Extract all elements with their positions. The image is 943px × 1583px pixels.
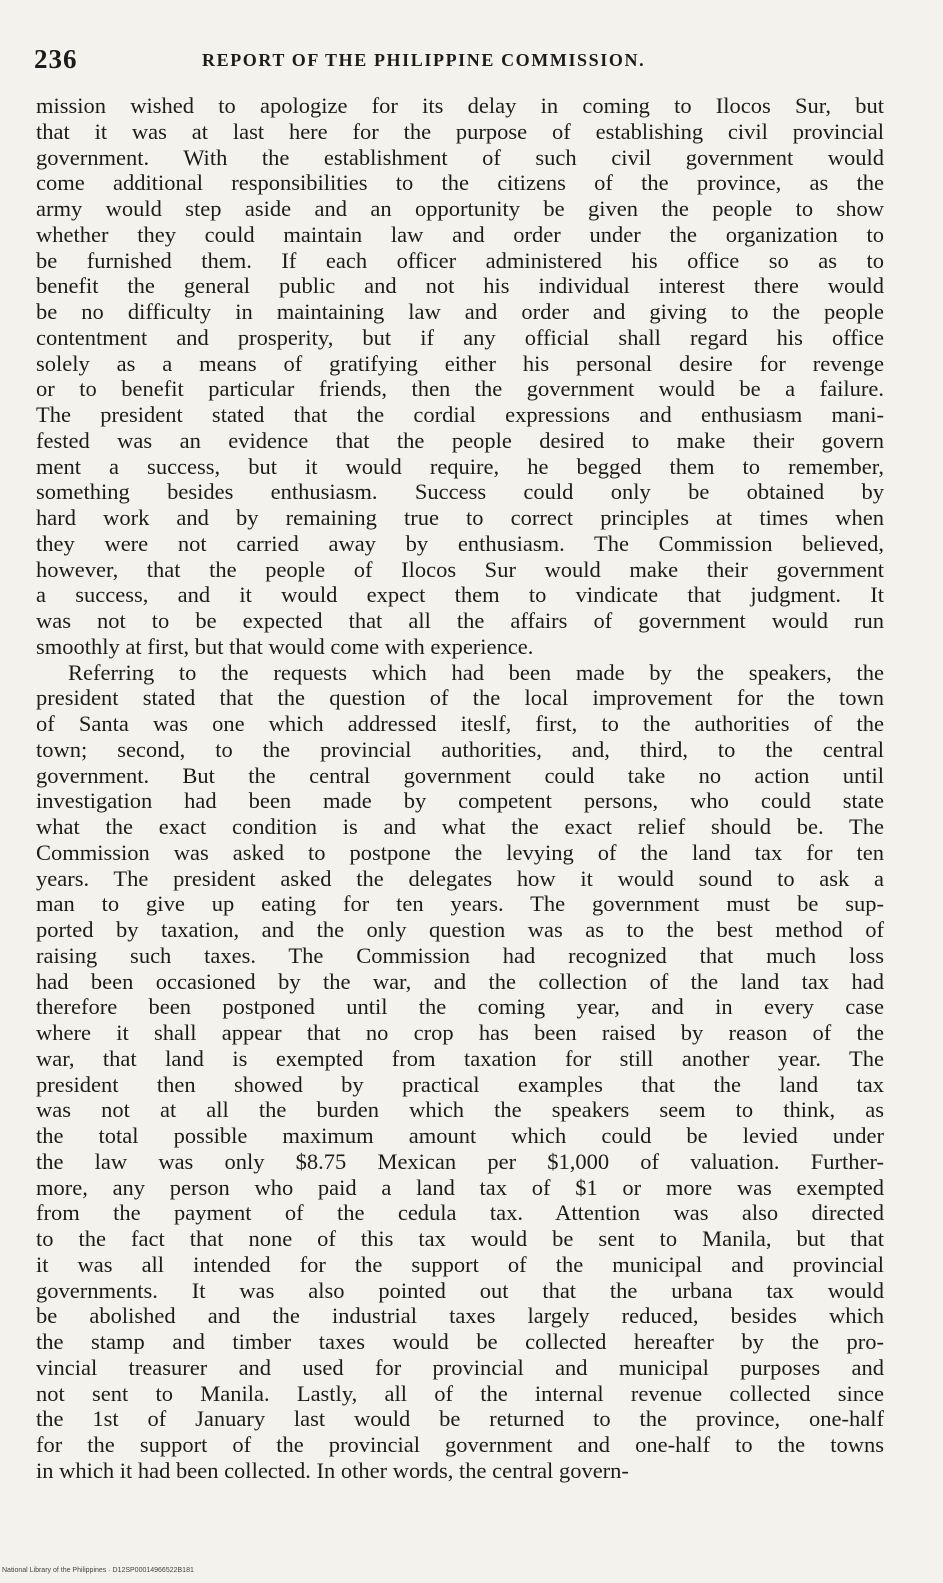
text-line: the law was only $8.75 Mexican per $1,000 of valuation. Further- bbox=[36, 1148, 884, 1174]
page-number: 236 bbox=[34, 44, 78, 74]
text-line: smoothly at first, but that would come with experience. bbox=[36, 633, 534, 659]
text-line: where it shall appear that no crop has been raised by reason of the bbox=[36, 1020, 884, 1045]
text-line: president then showed by practical examples that the land tax bbox=[36, 1071, 884, 1097]
text-line: it was all intended for the support of the municipal and provincial bbox=[36, 1251, 884, 1277]
text-line: contentment and prosperity, but if any official shall regard his office bbox=[36, 324, 884, 350]
text-line: vincial treasurer and used for provincial and municipal purposes and bbox=[36, 1354, 884, 1380]
text-line: investigation had been made by competent persons, who could state bbox=[36, 788, 884, 814]
text-line: The president stated that the cordial expressions and enthusiasm mani- bbox=[36, 402, 884, 427]
text-line: president stated that the question of the local improvement for the town bbox=[36, 685, 884, 711]
text-line: raising such taxes. The Commission had recognized that much loss bbox=[36, 942, 884, 968]
text-line: government. But the central government could take no action until bbox=[36, 762, 884, 788]
text-line: in which it had been collected. In other words, the central govern- bbox=[36, 1457, 629, 1483]
text-line: something besides enthusiasm. Success could only be obtained by bbox=[36, 479, 884, 505]
text-line: or to benefit particular friends, then the government would be a failure. bbox=[36, 376, 884, 402]
text-line: ment a success, but it would require, he begged them to remember, bbox=[36, 453, 884, 479]
text-line: Commission was asked to postpone the levying of the land tax for ten bbox=[36, 839, 884, 865]
text-line: to the fact that none of this tax would be sent to Manila, but that bbox=[36, 1226, 884, 1251]
running-title: REPORT OF THE PHILIPPINE COMMISSION. bbox=[202, 50, 646, 70]
body-text bbox=[36, 93, 884, 1484]
text-line: the stamp and timber taxes would be collected hereafter by the pro- bbox=[36, 1329, 884, 1354]
text-line: the total possible maximum amount which could be levied under bbox=[36, 1123, 884, 1148]
text-line: what the exact condition is and what the exact relief should be. The bbox=[36, 814, 884, 839]
text-line: for the support of the provincial government and one-half to the towns bbox=[36, 1432, 884, 1457]
text-line: was not at all the burden which the speakers seem to think, as bbox=[36, 1097, 884, 1123]
text-line: had been occasioned by the war, and the collection of the land tax had bbox=[36, 968, 884, 994]
text-line: hard work and by remaining true to correct principles at times when bbox=[36, 505, 884, 530]
running-head bbox=[34, 44, 900, 80]
text-line: war, that land is exempted from taxation for still another year. The bbox=[36, 1045, 884, 1071]
text-line: government. With the establishment of such civil government would bbox=[36, 144, 884, 170]
text-line: be no difficulty in maintaining law and order and giving to the people bbox=[36, 299, 884, 324]
paragraph bbox=[36, 93, 884, 660]
text-line: a success, and it would expect them to vindicate that judgment. It bbox=[36, 582, 884, 608]
text-line: benefit the general public and not his individual interest there would bbox=[36, 273, 884, 299]
text-line: army would step aside and an opportunity be given the people to show bbox=[36, 196, 884, 221]
text-line: was not to be expected that all the affairs of government would run bbox=[36, 608, 884, 633]
text-line: be abolished and the industrial taxes largely reduced, besides which bbox=[36, 1303, 884, 1329]
scan-credit: National Library of the Philippines · D12SP00014966522B181 bbox=[2, 1567, 194, 1574]
text-line: Referring to the requests which had been made by the speakers, the bbox=[68, 659, 884, 685]
text-line: governments. It was also pointed out that the urbana tax would bbox=[36, 1277, 884, 1303]
text-line: more, any person who paid a land tax of $1 or more was exempted bbox=[36, 1174, 884, 1200]
text-line: be furnished them. If each officer administered his office so as to bbox=[36, 247, 884, 273]
text-line: ported by taxation, and the only question was as to the best method of bbox=[36, 917, 884, 942]
text-line: whether they could maintain law and order under the organization to bbox=[36, 221, 884, 247]
text-line: fested was an evidence that the people desired to make their govern bbox=[36, 427, 884, 453]
text-line: that it was at last here for the purpose of establishing civil provincial bbox=[36, 118, 884, 144]
text-line: they were not carried away by enthusiasm. The Commission believed, bbox=[36, 530, 884, 556]
text-line: man to give up eating for ten years. The government must be sup- bbox=[36, 891, 884, 917]
text-line: mission wished to apologize for its delay in coming to Ilocos Sur, but bbox=[36, 93, 884, 118]
text-line: solely as a means of gratifying either his personal desire for revenge bbox=[36, 350, 884, 376]
paragraph bbox=[36, 660, 884, 1484]
text-line: come additional responsibilities to the citizens of the province, as the bbox=[36, 170, 884, 196]
text-line: town; second, to the provincial authorities, and, third, to the central bbox=[36, 736, 884, 762]
text-line: of Santa was one which addressed iteslf, first, to the authorities of the bbox=[36, 711, 884, 736]
text-line: from the payment of the cedula tax. Attention was also directed bbox=[36, 1200, 884, 1226]
text-line: not sent to Manila. Lastly, all of the internal revenue collected since bbox=[36, 1380, 884, 1406]
text-line: therefore been postponed until the coming year, and in every case bbox=[36, 994, 884, 1020]
text-line: years. The president asked the delegates how it would sound to ask a bbox=[36, 865, 884, 891]
text-line: however, that the people of Ilocos Sur would make their government bbox=[36, 556, 884, 582]
text-line: the 1st of January last would be returned to the province, one-half bbox=[36, 1406, 884, 1432]
